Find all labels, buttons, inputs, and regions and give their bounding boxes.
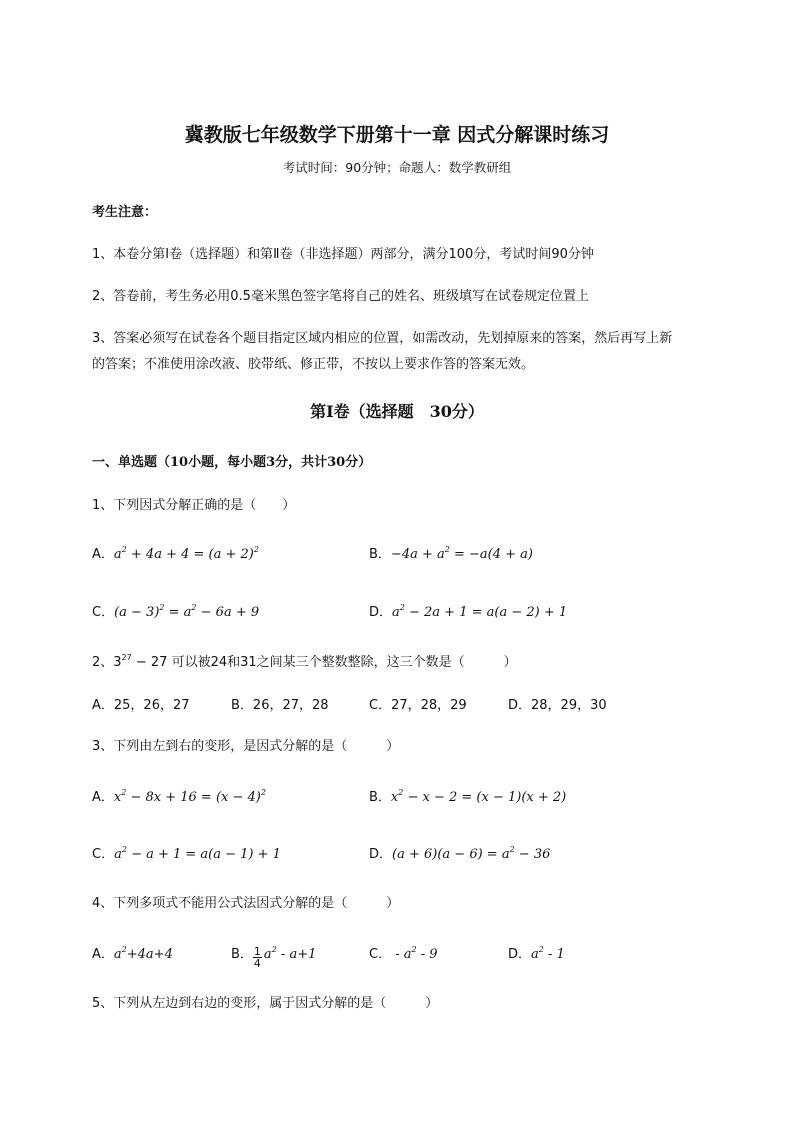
option-letter: A． bbox=[92, 547, 114, 562]
part-heading: 一、单选题（10小题，每小题3分，共计30分） bbox=[92, 455, 372, 470]
option-letter: C． bbox=[92, 605, 115, 620]
option-letter: D． bbox=[369, 605, 393, 620]
option-letter: B． bbox=[369, 547, 391, 562]
option-expression: - $a^2 - 9$ bbox=[391, 945, 438, 962]
option-expression: $a^2 - 2a + 1 = a(a - 2) + 1$ bbox=[392, 603, 568, 620]
option-expression: $-4a + a^2 = -a(4 + a)$ bbox=[390, 545, 533, 562]
exam-title: 冀教版七年级数学下册第十一章 因式分解课时练习 bbox=[184, 124, 610, 146]
q4-option-c[interactable] bbox=[369, 943, 438, 962]
q1-option-d[interactable] bbox=[369, 601, 567, 620]
option-expression: $a^2+4a+4$ bbox=[113, 945, 173, 962]
q1-option-a[interactable] bbox=[92, 543, 259, 562]
option-letter: A． bbox=[92, 947, 114, 962]
fraction: $\frac{1}{4}$ bbox=[253, 945, 261, 970]
option-expression: $(a - 3)^2 = a^2 - 6a + 9$ bbox=[114, 603, 260, 620]
notice-item-1: 1、本卷分第Ⅰ卷（选择题）和第Ⅱ卷（非选择题）两部分，满分100分，考试时间90分钟 bbox=[92, 247, 594, 262]
option-expression: $x^2 - x - 2 = (x - 1)(x + 2)$ bbox=[390, 788, 567, 805]
q4-option-a[interactable] bbox=[92, 943, 173, 962]
option-letter: B． bbox=[369, 790, 391, 805]
exam-subtitle: 考试时间：90分钟；命题人：数学教研组 bbox=[282, 160, 512, 175]
option-expression: $x^2 - 8x + 16 = (x - 4)^2$ bbox=[113, 788, 266, 805]
option-expression: $a^2 - 1$ bbox=[531, 945, 565, 962]
option-expression: $a^2 - a+1$ bbox=[263, 945, 317, 962]
question-1-stem: 1、下列因式分解正确的是（ ） bbox=[92, 498, 296, 513]
notice-heading: 考生注意： bbox=[92, 205, 158, 220]
option-expression: $(a + 6)(a - 6) = a^2 - 36$ bbox=[392, 845, 551, 862]
q4-option-d[interactable] bbox=[508, 943, 565, 962]
question-3-stem: 3、下列由左到右的变形，是因式分解的是（ ） bbox=[92, 739, 400, 754]
q3-option-c[interactable] bbox=[92, 843, 281, 862]
option-letter: D． bbox=[369, 847, 393, 862]
q2-option-d[interactable]: D．28，29，30 bbox=[508, 698, 607, 713]
option-expression: $a^2 + 4a + 4 = (a + 2)^2$ bbox=[113, 545, 259, 562]
option-letter: D． bbox=[508, 947, 532, 962]
q3-option-d[interactable] bbox=[369, 843, 550, 862]
q2-option-b[interactable]: B．26，27，28 bbox=[231, 698, 329, 713]
option-letter: C． bbox=[92, 847, 115, 862]
question-5-stem: 5、下列从左边到右边的变形，属于因式分解的是（ ） bbox=[92, 996, 439, 1011]
q1-option-b[interactable] bbox=[369, 543, 533, 562]
q2-option-a[interactable]: A．25，26，27 bbox=[92, 698, 190, 713]
question-4-stem: 4、下列多项式不能用公式法因式分解的是（ ） bbox=[92, 896, 400, 911]
question-2-stem: 2、$3^{27} - 27$ 可以被24和31之间某三个整数整除，这三个数是（ ） bbox=[92, 653, 517, 670]
q4-option-b[interactable] bbox=[231, 943, 316, 969]
option-letter: B． bbox=[231, 947, 253, 962]
q3-option-a[interactable] bbox=[92, 786, 266, 805]
q3-option-b[interactable] bbox=[369, 786, 566, 805]
notice-item-3-cont: 的答案；不准使用涂改液、胶带纸、修正带，不按以上要求作答的答案无效。 bbox=[92, 357, 535, 372]
option-expression: $a^2 - a + 1 = a(a - 1) + 1$ bbox=[114, 845, 281, 862]
option-letter: A． bbox=[92, 790, 114, 805]
notice-item-2: 2、答卷前，考生务必用0.5毫米黑色签字笔将自己的姓名、班级填写在试卷规定位置上 bbox=[92, 289, 589, 304]
section-title: 第Ⅰ卷（选择题 30分） bbox=[310, 402, 484, 421]
option-letter: C． bbox=[369, 947, 392, 962]
notice-item-3: 3、答案必须写在试卷各个题目指定区域内相应的位置，如需改动，先划掉原来的答案，然后再写上新 bbox=[92, 331, 673, 346]
q1-option-c[interactable] bbox=[92, 601, 259, 620]
q2-option-c[interactable]: C．27，28，29 bbox=[369, 698, 467, 713]
